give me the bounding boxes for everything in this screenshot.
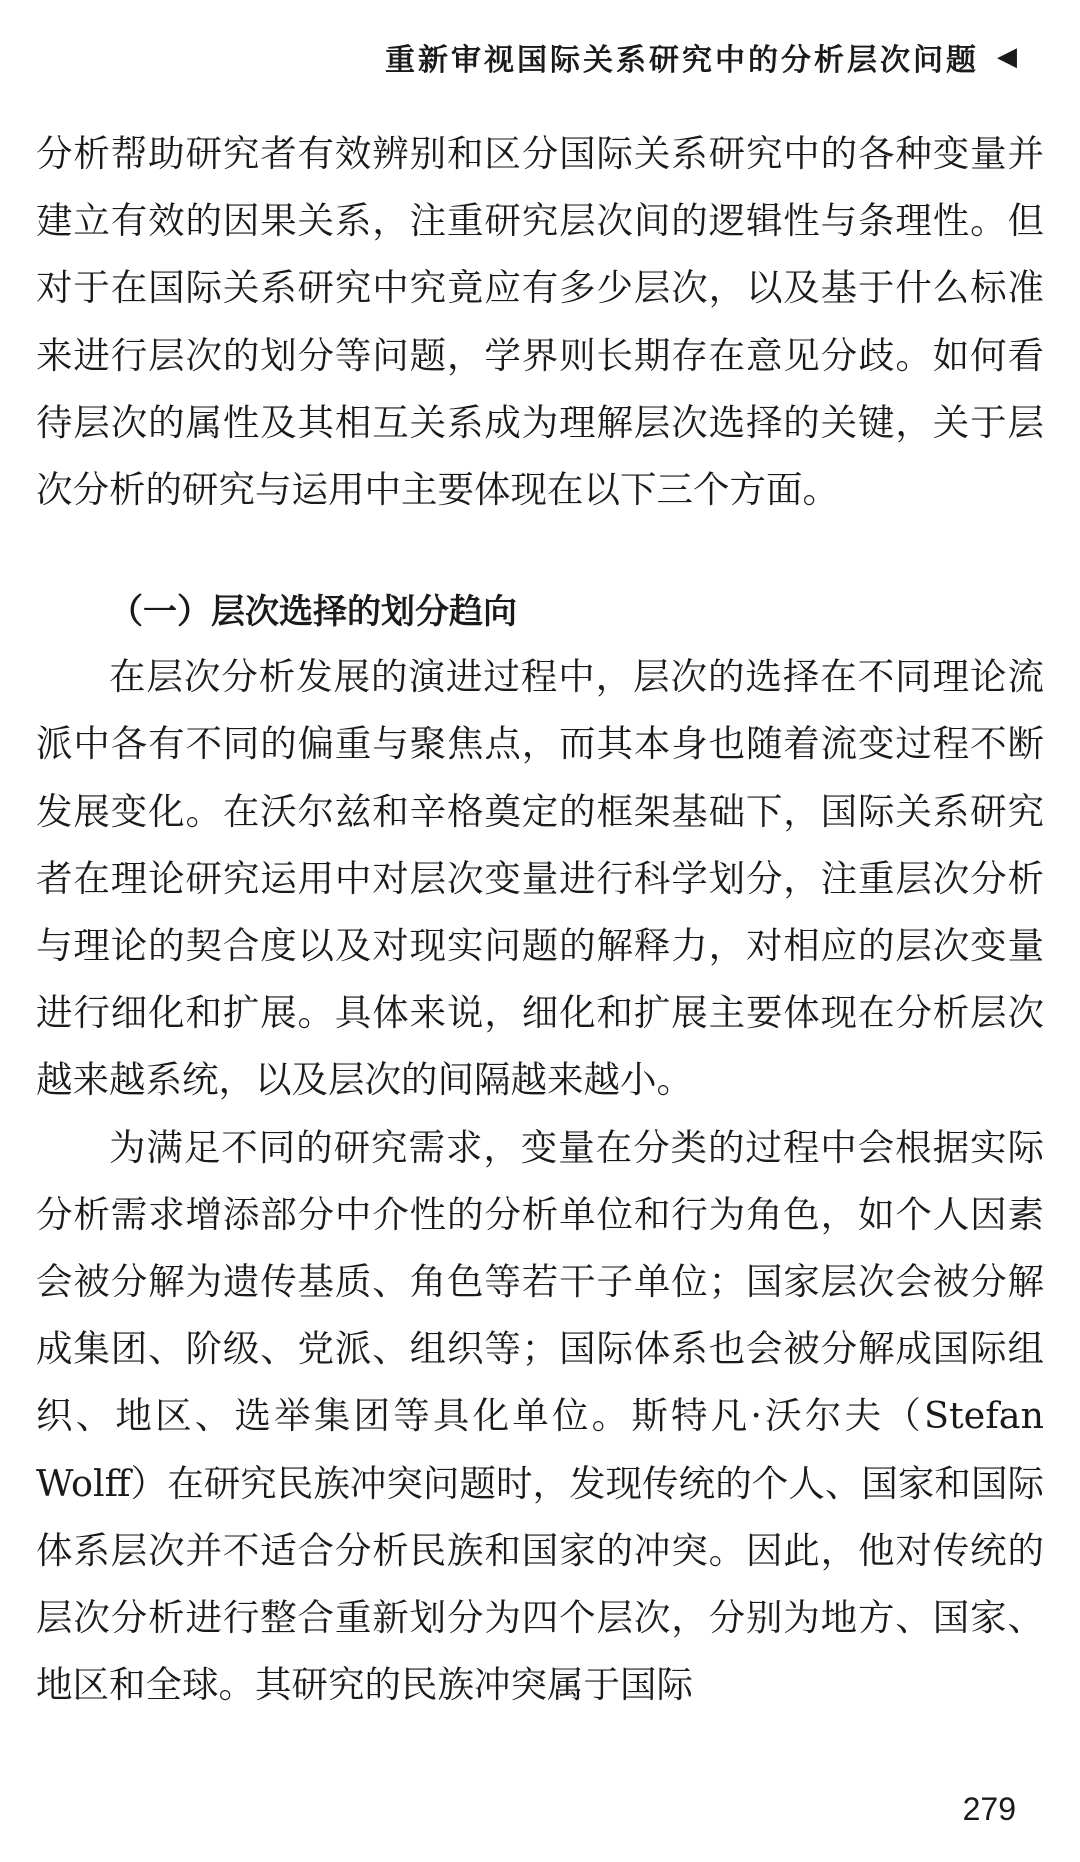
paragraph-1: 分析帮助研究者有效辨别和区分国际关系研究中的各种变量并建立有效的因果关系，注重研究层次间的逻辑性与条理性。但对于在国际关系研究中究竟应有多少层次，以及基于什么标准来进行层次的划分等问题，学界则长期存在意见分歧。如何看待层次的属性及其相互关系成为理解层次选择的关键，关于层次分析的研究与运用中主要体现在以下三个方面。	[36, 132, 1044, 512]
section-heading: （一）层次选择的划分趋向	[109, 592, 517, 633]
page-number: 279	[962, 1791, 1016, 1827]
paragraph-2: 在层次分析发展的演进过程中，层次的选择在不同理论流派中各有不同的偏重与聚焦点，而其本身也随着流变过程不断发展变化。在沃尔兹和辛格奠定的框架基础下，国际关系研究者在理论研究运用中对层次变量进行科学划分，注重层次分析与理论的契合度以及对现实问题的解释力，对相应的层次变量进行细化和扩展。具体来说，细化和扩展主要体现在分析层次越来越系统，以及层次的间隔越来越小。	[36, 655, 1044, 1102]
paragraph-3: 为满足不同的研究需求，变量在分类的过程中会根据实际分析需求增添部分中介性的分析单位和行为角色，如个人因素会被分解为遗传基质、角色等若干子单位；国家层次会被分解成集团、阶级、党派、组织等；国际体系也会被分解成国际组织、地区、选举集团等具化单位。斯特凡·沃尔夫（Stefan Wolff）在研究民族冲突问题时，发现传统的个人、国家和国际体系层次并不适合分析民族和国家的冲突。因此，他对传统的层次分析进行整合重新划分为四个层次，分别为地方、国家、地区和全球。其研究的民族冲突属于国际	[36, 1125, 1044, 1707]
running-header	[60, 32, 1020, 82]
triangle-marker-icon: ◀	[997, 42, 1020, 72]
running-title: 重新审视国际关系研究中的分析层次问题	[385, 43, 979, 78]
body-text	[36, 120, 1044, 1718]
